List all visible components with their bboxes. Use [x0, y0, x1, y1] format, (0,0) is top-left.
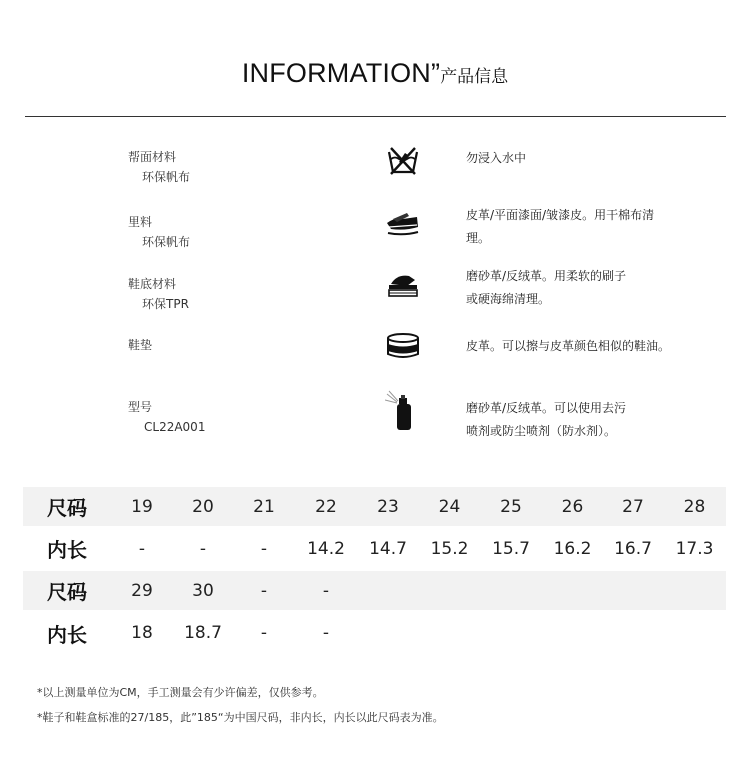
care-line: 喷剂或防尘喷剂（防水剂）。 [466, 424, 617, 438]
care-cloth-wipe [466, 204, 726, 250]
spec-label: 里料 [128, 215, 153, 229]
table-cell: 26 [542, 487, 603, 526]
table-cell: 19 [111, 487, 173, 526]
table-cell [357, 571, 419, 610]
spec-label: 鞋底材料 [128, 277, 177, 291]
spec-upper-material [128, 147, 190, 187]
table-cell: 15.7 [492, 538, 530, 559]
table-cell: - [138, 538, 146, 559]
table-cell: 14.7 [369, 538, 407, 559]
care-line: 或硬海绵清理。 [466, 292, 551, 306]
table-cell: 23 [357, 487, 419, 526]
brush-icon [385, 266, 421, 302]
table-cell: 22 [295, 487, 357, 526]
table-cell: 14.2 [307, 538, 345, 559]
care-line: 皮革/平面漆面/皱漆皮。用干棉布清 [466, 208, 655, 222]
table-cell [542, 610, 603, 656]
table-cell [603, 571, 663, 610]
care-line: 皮革。可以擦与皮革颜色相似的鞋油。 [466, 339, 671, 353]
table-cell [480, 610, 542, 656]
table-cell: 30 [173, 571, 233, 610]
spec-insole [128, 335, 152, 355]
table-cell: 29 [111, 571, 173, 610]
spec-lining [128, 212, 190, 252]
table-cell: 24 [419, 487, 480, 526]
table-cell: - [295, 571, 357, 610]
length-row [23, 610, 726, 656]
cloth-wipe-icon [385, 205, 421, 241]
spec-label: 鞋垫 [128, 338, 153, 352]
row-header: 尺码 [23, 487, 111, 526]
table-cell [663, 571, 726, 610]
table-cell [419, 610, 480, 656]
care-line: 磨砂革/反绒革。可以使用去污 [466, 401, 627, 415]
spec-value: CL22A001 [144, 420, 206, 434]
table-cell [603, 610, 663, 656]
table-cell: 18 [131, 623, 153, 643]
table-cell: 28 [663, 487, 726, 526]
measurement-note: *以上测量单位为CM，手工测量会有少许偏差，仅供参考。 [37, 686, 324, 699]
table-cell: 17.3 [675, 538, 714, 559]
care-line: 理。 [466, 231, 491, 245]
care-brush [466, 265, 726, 311]
table-cell: 16.7 [614, 538, 652, 559]
spec-value: 环保TPR [142, 297, 189, 311]
care-line: 勿浸入水中 [466, 151, 527, 165]
polish-tin-icon [385, 328, 421, 364]
table-cell: - [322, 623, 330, 643]
page-title [0, 58, 750, 89]
spray-can-icon [385, 390, 421, 432]
size-table [23, 487, 726, 656]
table-cell: - [260, 538, 268, 559]
row-header: 内长 [47, 622, 87, 647]
spec-model [128, 397, 205, 437]
table-cell: 15.2 [430, 538, 469, 559]
spec-value: 环保帆布 [142, 235, 191, 249]
table-cell [480, 571, 542, 610]
table-cell: 18.7 [184, 623, 222, 643]
row-header: 尺码 [23, 571, 111, 610]
table-cell: - [260, 623, 268, 643]
care-no-soak [466, 147, 726, 170]
table-cell: 27 [603, 487, 663, 526]
size-note: *鞋子和鞋盒标准的27/185，此”185“为中国尺码，非内长，内长以此尺码表为准。 [37, 711, 444, 724]
spec-sole-material [128, 274, 189, 314]
title-divider [25, 116, 726, 117]
spec-label: 型号 [128, 400, 153, 414]
table-cell: 20 [173, 487, 233, 526]
spec-value: 环保帆布 [142, 170, 191, 184]
table-cell [419, 571, 480, 610]
table-cell: - [199, 538, 207, 559]
size-row [23, 487, 726, 526]
spec-label: 帮面材料 [128, 150, 177, 164]
no-soak-icon [385, 142, 421, 178]
table-cell: 21 [233, 487, 295, 526]
size-row [23, 571, 726, 610]
table-cell: - [233, 571, 295, 610]
care-spray [466, 397, 726, 443]
care-line: 磨砂革/反绒革。用柔软的刷子 [466, 269, 627, 283]
title-chinese: 产品信息 [440, 67, 509, 87]
title-english: INFORMATION” [241, 58, 441, 88]
length-row [23, 526, 726, 571]
row-header: 内长 [47, 538, 87, 562]
table-cell [357, 610, 419, 656]
table-cell: 25 [480, 487, 542, 526]
table-cell [542, 571, 603, 610]
table-cell: 16.2 [553, 538, 592, 559]
table-cell [663, 610, 726, 656]
care-polish [466, 335, 726, 358]
